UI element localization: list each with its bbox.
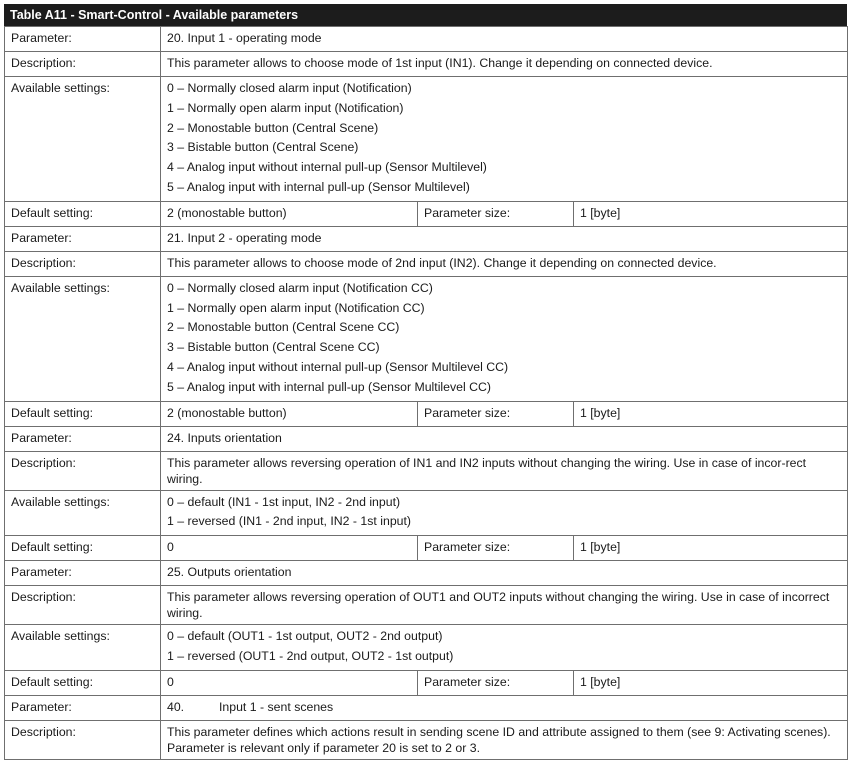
table-row xyxy=(5,52,848,77)
parameters-grid xyxy=(4,26,848,760)
default-setting-value: 2 (monostable button) xyxy=(161,201,418,226)
setting-option: 4 – Analog input without internal pull-up (Sensor Multilevel) xyxy=(167,160,487,175)
setting-option: 5 – Analog input with internal pull-up (Sensor Multilevel) xyxy=(167,179,470,194)
table-row xyxy=(5,625,848,671)
parameter-number: 40. xyxy=(167,699,185,714)
parameter-size-value: 1 [byte] xyxy=(574,670,848,695)
setting-option: 0 – default (OUT1 - 1st output, OUT2 - 2nd output) xyxy=(167,629,443,644)
table-row xyxy=(5,536,848,561)
table-row xyxy=(5,695,848,720)
parameter-label: Parameter: xyxy=(5,27,161,52)
default-setting-label: Default setting: xyxy=(5,201,161,226)
parameter-size-value: 1 [byte] xyxy=(574,201,848,226)
parameter-size-label: Parameter size: xyxy=(418,201,574,226)
table-row xyxy=(5,490,848,536)
parameter-name: 24. Inputs orientation xyxy=(161,426,848,451)
setting-option: 1 – reversed (OUT1 - 2nd output, OUT2 - 1st output) xyxy=(167,648,454,663)
parameter-description: This parameter allows reversing operation of IN1 and IN2 inputs without changing the wiring. Use in case of incor-rect wiring. xyxy=(161,451,848,490)
parameter-label: Parameter: xyxy=(5,695,161,720)
parameter-label: Parameter: xyxy=(5,426,161,451)
parameter-size-label: Parameter size: xyxy=(418,670,574,695)
description-label: Description: xyxy=(5,586,161,625)
parameter-size-label: Parameter size: xyxy=(418,401,574,426)
setting-option: 1 – Normally open alarm input (Notification) xyxy=(167,100,404,115)
description-label: Description: xyxy=(5,720,161,759)
table-title: Table A11 - Smart-Control - Available parameters xyxy=(4,4,847,26)
default-setting-value: 2 (monostable button) xyxy=(161,401,418,426)
table-row xyxy=(5,77,848,202)
table-row xyxy=(5,27,848,52)
available-settings-list xyxy=(161,625,848,671)
parameter-name: 20. Input 1 - operating mode xyxy=(161,27,848,52)
available-settings-label: Available settings: xyxy=(5,490,161,536)
parameter-description: This parameter allows to choose mode of 1st input (IN1). Change it depending on connected device. xyxy=(161,52,848,77)
default-setting-label: Default setting: xyxy=(5,536,161,561)
table-row xyxy=(5,251,848,276)
description-label: Description: xyxy=(5,52,161,77)
parameter-size-value: 1 [byte] xyxy=(574,401,848,426)
setting-option: 2 – Monostable button (Central Scene CC) xyxy=(167,320,400,335)
setting-option: 1 – Normally open alarm input (Notification CC) xyxy=(167,300,425,315)
setting-option: 5 – Analog input with internal pull-up (Sensor Multilevel CC) xyxy=(167,379,491,394)
default-setting-label: Default setting: xyxy=(5,670,161,695)
available-settings-list xyxy=(161,77,848,202)
setting-option: 3 – Bistable button (Central Scene CC) xyxy=(167,340,380,355)
description-label: Description: xyxy=(5,251,161,276)
table-row xyxy=(5,451,848,490)
parameter-name: 25. Outputs orientation xyxy=(161,561,848,586)
parameter-description: This parameter allows to choose mode of 2nd input (IN2). Change it depending on connected device. xyxy=(161,251,848,276)
setting-option: 4 – Analog input without internal pull-up (Sensor Multilevel CC) xyxy=(167,359,509,374)
setting-option: 1 – reversed (IN1 - 2nd input, IN2 - 1st input) xyxy=(167,514,412,529)
setting-option: 2 – Monostable button (Central Scene) xyxy=(167,120,379,135)
parameter-name xyxy=(161,695,848,720)
table-row xyxy=(5,226,848,251)
parameter-label: Parameter: xyxy=(5,561,161,586)
setting-option: 3 – Bistable button (Central Scene) xyxy=(167,140,359,155)
table-row xyxy=(5,201,848,226)
setting-option: 0 – default (IN1 - 1st input, IN2 - 2nd input) xyxy=(167,494,401,509)
parameter-size-label: Parameter size: xyxy=(418,536,574,561)
parameter-label: Parameter: xyxy=(5,226,161,251)
setting-option: 0 – Normally closed alarm input (Notification) xyxy=(167,81,412,95)
parameters-table xyxy=(4,4,847,760)
description-label: Description: xyxy=(5,451,161,490)
parameter-name: 21. Input 2 - operating mode xyxy=(161,226,848,251)
available-settings-label: Available settings: xyxy=(5,77,161,202)
available-settings-list xyxy=(161,490,848,536)
available-settings-label: Available settings: xyxy=(5,625,161,671)
table-row xyxy=(5,670,848,695)
available-settings-label: Available settings: xyxy=(5,276,161,401)
table-row xyxy=(5,401,848,426)
default-setting-value: 0 xyxy=(161,536,418,561)
default-setting-label: Default setting: xyxy=(5,401,161,426)
default-setting-value: 0 xyxy=(161,670,418,695)
table-row xyxy=(5,276,848,401)
available-settings-list xyxy=(161,276,848,401)
table-row xyxy=(5,720,848,759)
parameter-size-value: 1 [byte] xyxy=(574,536,848,561)
parameter-description: This parameter allows reversing operation of OUT1 and OUT2 inputs without changing the wiring. Use in case of incorrect wiring. xyxy=(161,586,848,625)
table-row xyxy=(5,586,848,625)
table-row xyxy=(5,561,848,586)
parameter-description: This parameter defines which actions result in sending scene ID and attribute assigned to them (see 9: Activating scenes). Parameter is relevant only if parameter 20 is set to 2 or 3. xyxy=(161,720,848,759)
table-row xyxy=(5,426,848,451)
setting-option: 0 – Normally closed alarm input (Notification CC) xyxy=(167,280,433,295)
parameter-title: Input 1 - sent scenes xyxy=(219,699,334,714)
